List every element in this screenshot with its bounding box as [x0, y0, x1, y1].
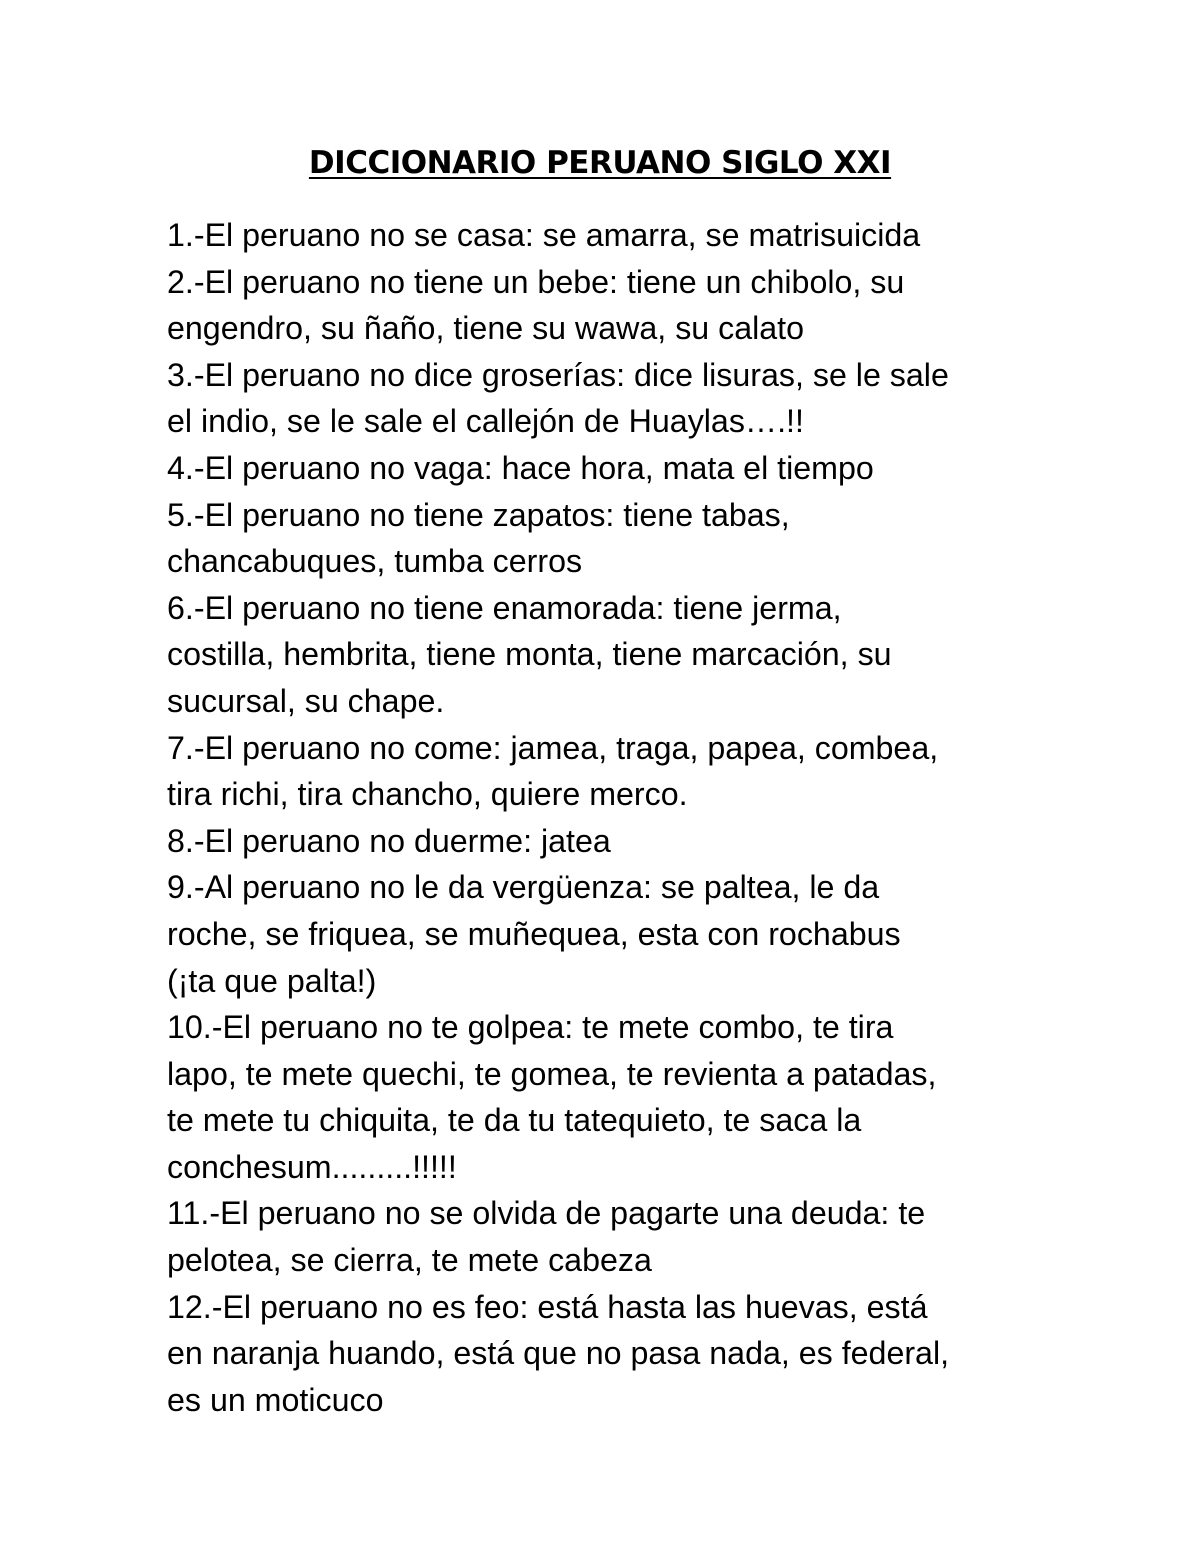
text-line: roche, se friquea, se muñequea, esta con rochabus	[167, 915, 901, 952]
text-line: 10.-El peruano no te golpea: te mete combo, te tira	[167, 1009, 894, 1046]
text-line: te mete tu chiquita, te da tu tatequieto, te saca la	[167, 1102, 862, 1139]
text-line: conchesum.........!!!!!	[167, 1148, 457, 1185]
text-line: 9.-Al peruano no le da vergüenza: se paltea, le da	[167, 869, 880, 906]
text-line: 6.-El peruano no tiene enamorada: tiene jerma,	[167, 589, 842, 626]
text-line: costilla, hembrita, tiene monta, tiene marcación, su	[167, 636, 892, 673]
text-line: 2.-El peruano no tiene un bebe: tiene un chibolo, su	[167, 263, 905, 300]
text-line: es un moticuco	[167, 1381, 384, 1418]
text-line: 7.-El peruano no come: jamea, traga, papea, combea,	[167, 729, 939, 766]
text-line: tira richi, tira chancho, quiere merco.	[167, 776, 688, 813]
text-line: engendro, su ñaño, tiene su wawa, su calato	[167, 310, 805, 347]
text-line: 11.-El peruano no se olvida de pagarte una deuda: te	[167, 1195, 926, 1232]
text-line: sucursal, su chape.	[167, 682, 445, 719]
text-line: pelotea, se cierra, te mete cabeza	[167, 1242, 652, 1279]
document-title: DICCIONARIO PERUANO SIGLO XXI	[308, 145, 892, 181]
text-line: el indio, se le sale el callejón de Huaylas….!!	[167, 403, 804, 440]
text-line: en naranja huando, está que no pasa nada, es federal,	[167, 1335, 950, 1372]
text-line: 12.-El peruano no es feo: está hasta las huevas, está	[167, 1288, 928, 1325]
text-line: chancabuques, tumba cerros	[167, 543, 583, 580]
text-line: 8.-El peruano no duerme: jatea	[167, 822, 611, 859]
text-line: (¡ta que palta!)	[167, 962, 377, 999]
document-body	[167, 212, 1047, 1423]
text-line: 4.-El peruano no vaga: hace hora, mata el tiempo	[167, 449, 874, 486]
text-line: 5.-El peruano no tiene zapatos: tiene tabas,	[167, 496, 790, 533]
text-line: 1.-El peruano no se casa: se amarra, se matrisuicida	[167, 217, 921, 253]
text-line: 3.-El peruano no dice groserías: dice lisuras, se le sale	[167, 356, 949, 393]
text-line: lapo, te mete quechi, te gomea, te revienta a patadas,	[167, 1055, 937, 1092]
